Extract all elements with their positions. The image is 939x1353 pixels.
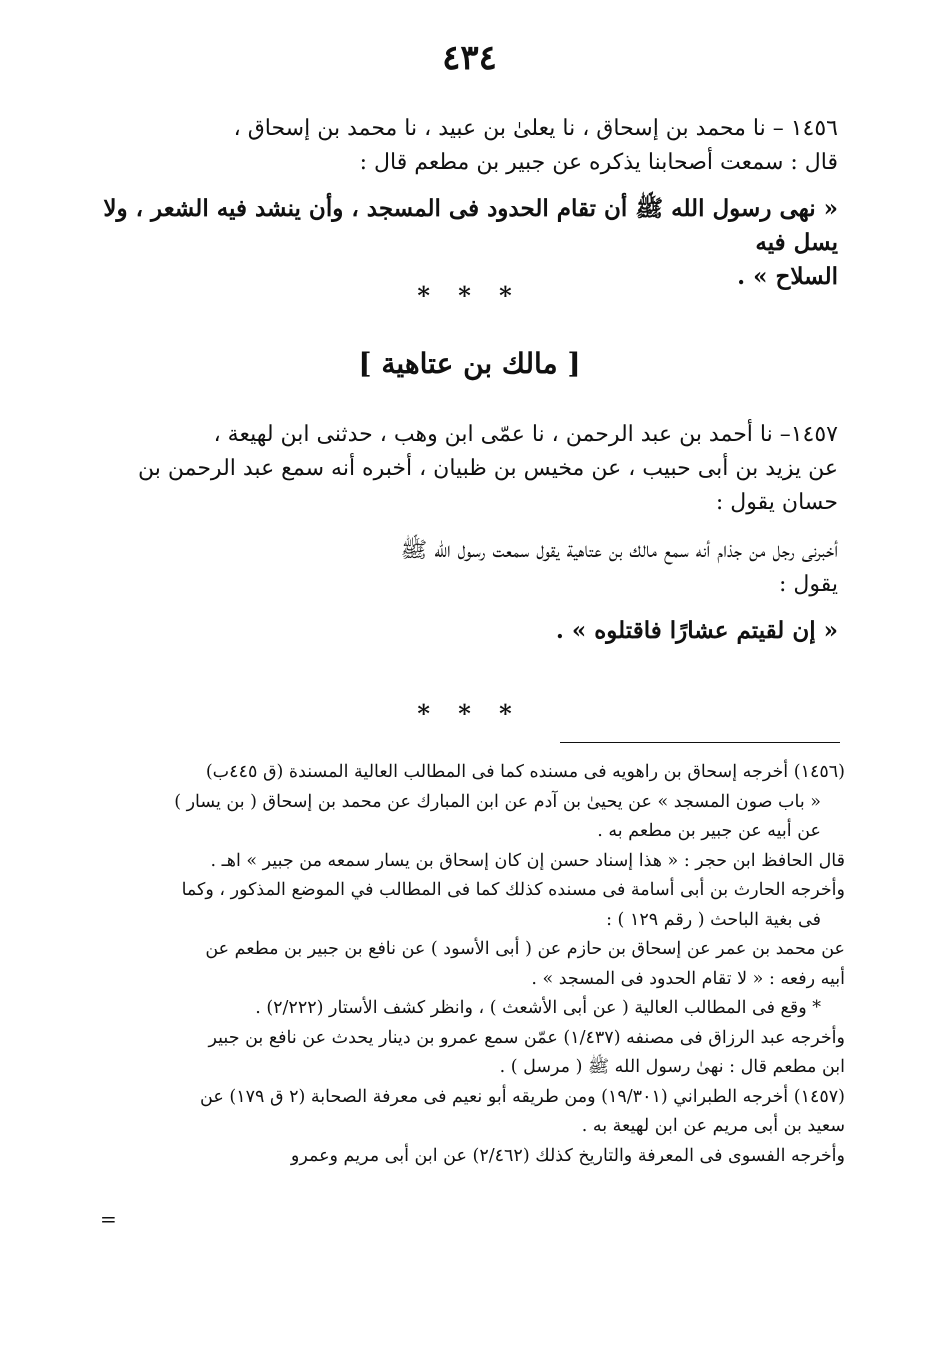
hadith-text: « إن لقيتم عشارًا فاقتلوه » . bbox=[555, 617, 838, 644]
footnote-line: سعيد بن أبى مريم عن ابن لهيعة به . bbox=[581, 1116, 845, 1136]
footnote-line: * وقع فى المطالب العالية ( عن أبى الأشعث ) ، وانظر كشف الأستار (٢/٢٢٢) . bbox=[255, 998, 821, 1018]
footnote-line: أبيه رفعه : « لا تقام الحدود فى المسجد » . bbox=[531, 968, 845, 989]
hadith-text: السلاح » . bbox=[737, 263, 838, 290]
footnote-line: عن أبيه عن جبير بن مطعم به . bbox=[597, 821, 821, 841]
footnote-line: فى بغية الباحث ( رقم ١٢٩ ) : bbox=[606, 909, 821, 930]
section-separator: * * * bbox=[417, 281, 522, 310]
page-number: ٤٣٤ bbox=[442, 38, 497, 78]
footnote-line: وأخرجه الحارث بن أبى أسامة فى مسنده كذلك كما فى المطالب في الموضع المذكور ، وكما bbox=[181, 880, 845, 900]
footnote-line: ابن مطعم قال : نهىٰ رسول الله ﷺ ( مرسل ) . bbox=[499, 1057, 845, 1077]
footnote-line: (١٤٥٦) أخرجه إسحاق بن راهويه فى مسنده كما فى المطالب العالية المسندة (ق ٤٤٥ب) bbox=[205, 762, 845, 782]
footnotes bbox=[100, 758, 845, 1171]
isnad-line: حسان يقول : bbox=[715, 490, 838, 515]
footnote-line: وأخرجه عبد الرزاق فى مصنفه (١/٤٣٧) عمّن سمع عمرو بن دينار يحدث عن نافع بن جبير bbox=[208, 1027, 845, 1048]
hadith-1457 bbox=[78, 418, 838, 648]
isnad-line: عن يزيد بن أبى حبيب ، عن مخيس بن ظبيان ، أخبره أنه سمع عبد الرحمن بن bbox=[138, 456, 838, 481]
isnad-line: ١٤٥٦ – نا محمد بن إسحاق ، نا يعلىٰ بن عبيد ، نا محمد بن إسحاق ، bbox=[233, 116, 838, 141]
continuation-mark: = bbox=[100, 1207, 117, 1231]
footnote-divider bbox=[560, 742, 840, 743]
footnote-line: « باب صون المسجد » عن يحيىٰ بن آدم عن ابن المبارك عن محمد بن إسحاق ( بن يسار ) bbox=[174, 791, 821, 812]
footnote-line: وأخرجه الفسوى فى المعرفة والتاريخ كذلك (٢/٤٦٢) عن ابن أبى مريم وعمرو bbox=[290, 1145, 845, 1166]
footnote-line: عن محمد بن عمر عن إسحاق بن حازم عن ( أبى الأسود ) عن نافع بن جبير بن مطعم عن bbox=[205, 939, 845, 959]
narration-line: أخبرنى رجل من جذام أنه سمع مالك بن عتاهية يقول سمعت رسول الله ﷺ bbox=[400, 538, 838, 563]
footnote-line: (١٤٥٧) أخرجه الطبراني (١٩/٣٠١) ومن طريقه أبو نعيم فى معرفة الصحابة (٢ ق ١٧٩) عن bbox=[200, 1086, 845, 1107]
narration-line: يقول : bbox=[778, 572, 838, 597]
section-separator: * * * bbox=[417, 699, 522, 728]
hadith-text: « نهى رسول الله ﷺ أن تقام الحدود فى المسجد ، وأن ينشد فيه الشعر ، ولا يسل فيه bbox=[103, 195, 838, 256]
footnote-line: قال الحافظ ابن حجر : « هذا إسناد حسن إن كان إسحاق بن يسار سمعه من جبير » اهـ . bbox=[210, 850, 845, 871]
chapter-title: [ مالك بن عتاهية ] bbox=[358, 347, 581, 380]
isnad-line: قال : سمعت أصحابنا يذكره عن جبير بن مطعم قال : bbox=[359, 150, 838, 175]
hadith-1456 bbox=[78, 112, 838, 294]
isnad-line: ١٤٥٧– نا أحمد بن عبد الرحمن ، نا عمّى ابن وهب ، حدثنى ابن لهيعة ، bbox=[213, 422, 838, 447]
